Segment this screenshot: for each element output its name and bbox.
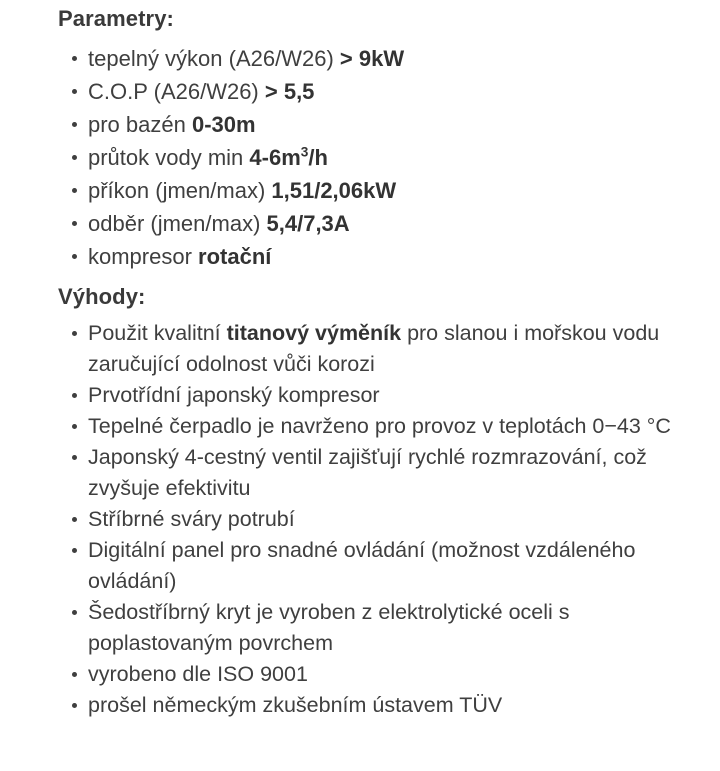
advantage-text: Použit kvalitní [88,321,227,345]
parameter-value [265,79,315,104]
parameter-value-text: rotační [198,244,272,269]
advantage-text: Stříbrné sváry potrubí [88,507,295,531]
parameter-value-text: 5,4/7,3A [266,211,350,236]
parameter-item [0,141,720,174]
parameters-list [0,32,720,273]
advantages-section [0,273,720,721]
advantage-text: Tepelné čerpadlo je navrženo pro provoz v teplotách 0−43 °C [88,414,671,438]
parameter-value [249,145,328,170]
parameter-value-exponent: 3 [300,144,309,160]
parameters-heading: Parametry: [58,6,174,31]
advantage-highlight: titanový výměník [226,321,402,345]
parameter-label: odběr (jmen/max) [88,211,267,236]
parameter-label: C.O.P (A26/W26) [88,79,265,104]
parameter-value-text: > 9kW [339,46,405,71]
parameter-value-text: > 5,5 [264,79,315,104]
parameter-item [0,75,720,108]
parameter-label: tepelný výkon (A26/W26) [88,46,340,71]
parameter-value [198,244,271,269]
advantage-item [0,690,720,721]
advantage-item [0,535,720,597]
parameter-value [267,211,350,236]
parameter-item [0,240,720,273]
advantages-list [0,310,720,721]
parameter-value [340,46,404,71]
advantage-text: Šedostříbrný kryt je vyroben z elektrolytické oceli s poplastovaným povrchem [88,600,570,655]
parameter-label: příkon (jmen/max) [88,178,272,203]
parameters-section [0,0,720,273]
advantages-heading: Výhody: [58,284,146,309]
advantage-text: prošel německým zkušebním ústavem TÜV [88,693,503,717]
advantage-item [0,442,720,504]
parameter-value-text: 1,51/2,06kW [271,178,397,203]
parameter-item [0,108,720,141]
parameter-value [192,112,256,137]
advantage-item [0,411,720,442]
parameter-value-text: 0-30m [191,112,256,137]
advantage-text: vyrobeno dle ISO 9001 [88,662,308,686]
parameter-value [271,178,396,203]
advantage-item [0,659,720,690]
parameter-label: pro bazén [88,112,192,137]
parameter-item [0,174,720,207]
parameter-label: kompresor [88,244,199,269]
advantage-text: Japonský 4-cestný ventil zajišťují rychlé rozmrazování, což zvyšuje efektivitu [88,445,647,500]
parameter-item [0,42,720,75]
advantage-text: Prvotřídní japonský kompresor [88,383,380,407]
parameter-value-unit: /h [308,145,328,170]
parameter-value-text: 4-6m [249,145,301,170]
advantage-item [0,318,720,380]
advantage-item [0,597,720,659]
advantage-item [0,380,720,411]
advantage-text-tail: pro slanou i mořskou vodu zaručující odolnost vůči korozi [88,321,660,376]
parameter-item [0,207,720,240]
parameter-label: průtok vody min [88,145,250,170]
advantage-item [0,504,720,535]
advantage-text: Digitální panel pro snadné ovládání (možnost vzdáleného ovládání) [88,538,636,593]
